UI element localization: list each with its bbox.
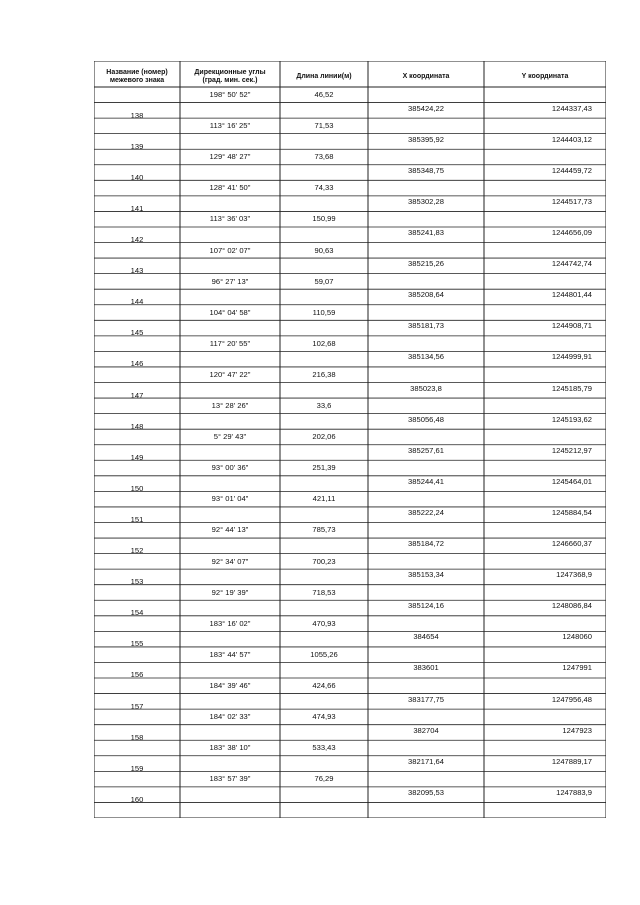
length-cell: 785,73 bbox=[312, 525, 336, 535]
angle-cell: 120° 47' 22" bbox=[209, 369, 251, 379]
x-coordinate-cell: 385302,28 bbox=[408, 196, 444, 206]
length-cell: 421,11 bbox=[312, 494, 336, 504]
header-x: Х координата bbox=[402, 73, 450, 80]
y-coordinate-cell: 1247923 bbox=[562, 725, 592, 735]
point-name-cell: 157 bbox=[130, 701, 144, 711]
y-coordinate-cell: 1246660,37 bbox=[551, 539, 592, 549]
angle-cell: 198° 50' 52" bbox=[209, 90, 251, 99]
angle-cell: 96° 27' 13" bbox=[211, 276, 249, 286]
x-coordinate-cell: 382171,64 bbox=[408, 756, 444, 766]
length-cell: 202,06 bbox=[312, 432, 336, 442]
angle-cell: 113° 36' 03" bbox=[209, 214, 251, 224]
length-cell: 533,43 bbox=[312, 743, 336, 753]
point-name-cell: 159 bbox=[130, 763, 144, 773]
angle-cell: 184° 39' 46" bbox=[209, 681, 251, 691]
length-cell: 76,29 bbox=[314, 774, 334, 784]
y-coordinate-cell: 1244517,73 bbox=[551, 196, 592, 206]
point-name-cell: 138 bbox=[130, 110, 144, 120]
length-cell: 251,39 bbox=[312, 463, 336, 473]
x-coordinate-cell: 385184,72 bbox=[408, 539, 444, 549]
length-cell: 90,63 bbox=[314, 245, 334, 255]
point-name-cell: 155 bbox=[130, 639, 144, 649]
x-coordinate-cell: 385348,75 bbox=[408, 165, 444, 175]
y-coordinate-cell: 1247991 bbox=[562, 663, 592, 673]
point-name-cell: 150 bbox=[130, 483, 144, 493]
angle-cell: 183° 38' 10" bbox=[209, 743, 251, 753]
x-coordinate-cell: 385124,16 bbox=[408, 601, 444, 611]
length-cell: 424,66 bbox=[312, 681, 336, 691]
angle-cell: 183° 57' 39" bbox=[209, 774, 251, 784]
length-cell: 33,6 bbox=[316, 401, 332, 411]
y-coordinate-cell: 1248060 bbox=[562, 632, 592, 642]
angle-cell: 183° 44' 57" bbox=[209, 649, 251, 659]
angle-cell: 183° 16' 02" bbox=[209, 618, 251, 628]
x-coordinate-cell: 385215,26 bbox=[408, 259, 444, 269]
angle-cell: 92° 34' 07" bbox=[211, 556, 249, 566]
header-name: Название (номер) межевого знака bbox=[106, 69, 168, 85]
length-cell: 71,53 bbox=[314, 121, 334, 131]
length-cell: 59,07 bbox=[314, 276, 334, 286]
point-name-cell: 146 bbox=[130, 359, 144, 369]
y-coordinate-cell: 1244742,74 bbox=[551, 259, 592, 269]
angle-cell: 13° 28' 26" bbox=[211, 401, 249, 411]
point-name-cell: 153 bbox=[130, 577, 144, 587]
angle-cell: 113° 16' 25" bbox=[209, 121, 251, 131]
length-cell: 700,23 bbox=[312, 556, 336, 566]
length-cell: 46,52 bbox=[314, 90, 334, 99]
length-cell: 150,99 bbox=[312, 214, 336, 224]
x-coordinate-cell: 382704 bbox=[413, 725, 439, 735]
y-coordinate-cell: 1244403,12 bbox=[551, 134, 592, 144]
length-cell: 74,33 bbox=[314, 183, 334, 193]
x-coordinate-cell: 385056,48 bbox=[408, 414, 444, 424]
angle-cell: 184° 02' 33" bbox=[209, 712, 251, 722]
y-coordinate-cell: 1247883,9 bbox=[556, 787, 592, 797]
header-length: Длина линии(м) bbox=[296, 73, 352, 80]
y-coordinate-cell: 1244908,71 bbox=[551, 321, 592, 331]
x-coordinate-cell: 385222,24 bbox=[408, 507, 444, 517]
point-name-cell: 147 bbox=[130, 390, 144, 400]
angle-cell: 104° 04' 58" bbox=[209, 307, 251, 317]
y-coordinate-cell: 1247956,48 bbox=[551, 694, 592, 704]
point-name-cell: 145 bbox=[130, 328, 144, 338]
length-cell: 718,53 bbox=[312, 587, 336, 597]
header-angle: Дирекционные углы (град. мин. сек.) bbox=[194, 69, 266, 85]
point-name-cell: 139 bbox=[130, 141, 144, 151]
y-coordinate-cell: 1244999,91 bbox=[551, 352, 592, 362]
y-coordinate-cell: 1244656,09 bbox=[551, 227, 592, 237]
y-coordinate-cell: 1245464,01 bbox=[551, 476, 592, 486]
y-coordinate-cell: 1247368,9 bbox=[556, 570, 592, 580]
y-coordinate-cell: 1247889,17 bbox=[551, 756, 592, 766]
x-coordinate-cell: 385395,92 bbox=[408, 134, 444, 144]
point-name-cell: 152 bbox=[130, 546, 144, 556]
y-coordinate-cell: 1248086,84 bbox=[551, 601, 592, 611]
x-coordinate-cell: 385208,64 bbox=[408, 290, 444, 300]
length-cell: 1055,26 bbox=[310, 649, 338, 659]
header-y: Y координата bbox=[521, 73, 569, 80]
x-coordinate-cell: 385424,22 bbox=[408, 103, 444, 113]
point-name-cell: 151 bbox=[130, 514, 144, 524]
length-cell: 110,59 bbox=[312, 307, 336, 317]
y-coordinate-cell: 1245212,97 bbox=[551, 445, 592, 455]
x-coordinate-cell: 383601 bbox=[413, 663, 439, 673]
y-coordinate-cell: 1244337,43 bbox=[551, 103, 592, 113]
angle-cell: 93° 00' 36" bbox=[211, 463, 249, 473]
coordinates-table bbox=[94, 61, 606, 818]
angle-cell: 92° 44' 13" bbox=[211, 525, 249, 535]
x-coordinate-cell: 385023,8 bbox=[410, 383, 442, 393]
angle-cell: 92° 19' 39" bbox=[211, 587, 249, 597]
length-cell: 474,93 bbox=[312, 712, 336, 722]
x-coordinate-cell: 385257,61 bbox=[408, 445, 444, 455]
point-name-cell: 160 bbox=[130, 794, 144, 804]
length-cell: 102,68 bbox=[312, 338, 336, 348]
angle-cell: 117° 20' 55" bbox=[209, 338, 251, 348]
x-coordinate-cell: 384654 bbox=[413, 632, 439, 642]
y-coordinate-cell: 1244459,72 bbox=[551, 165, 592, 175]
length-cell: 470,93 bbox=[312, 618, 336, 628]
point-name-cell: 149 bbox=[130, 452, 144, 462]
point-name-cell: 141 bbox=[130, 203, 144, 213]
x-coordinate-cell: 385153,34 bbox=[408, 570, 444, 580]
point-name-cell: 148 bbox=[130, 421, 144, 431]
length-cell: 216,38 bbox=[312, 369, 336, 379]
x-coordinate-cell: 385134,56 bbox=[408, 352, 444, 362]
point-name-cell: 144 bbox=[130, 297, 144, 307]
angle-cell: 107° 02' 07" bbox=[209, 245, 251, 255]
point-name-cell: 156 bbox=[130, 670, 144, 680]
point-name-cell: 140 bbox=[130, 172, 144, 182]
point-name-cell: 143 bbox=[130, 266, 144, 276]
point-name-cell: 158 bbox=[130, 732, 144, 742]
x-coordinate-cell: 385241,83 bbox=[408, 227, 444, 237]
y-coordinate-cell: 1245193,62 bbox=[551, 414, 592, 424]
x-coordinate-cell: 382095,53 bbox=[408, 787, 444, 797]
angle-cell: 128° 41' 50" bbox=[209, 183, 251, 193]
y-coordinate-cell: 1245884,54 bbox=[551, 507, 592, 517]
length-cell: 73,68 bbox=[314, 152, 334, 162]
angle-cell: 129° 48' 27" bbox=[209, 152, 251, 162]
x-coordinate-cell: 383177,75 bbox=[408, 694, 444, 704]
y-coordinate-cell: 1244801,44 bbox=[551, 290, 592, 300]
x-coordinate-cell: 385244,41 bbox=[408, 476, 444, 486]
x-coordinate-cell: 385181,73 bbox=[408, 321, 444, 331]
y-coordinate-cell: 1245185,79 bbox=[551, 383, 592, 393]
point-name-cell: 142 bbox=[130, 234, 144, 244]
angle-cell: 5° 29' 43" bbox=[213, 432, 247, 442]
point-name-cell: 154 bbox=[130, 608, 144, 618]
angle-cell: 93° 01' 04" bbox=[211, 494, 249, 504]
